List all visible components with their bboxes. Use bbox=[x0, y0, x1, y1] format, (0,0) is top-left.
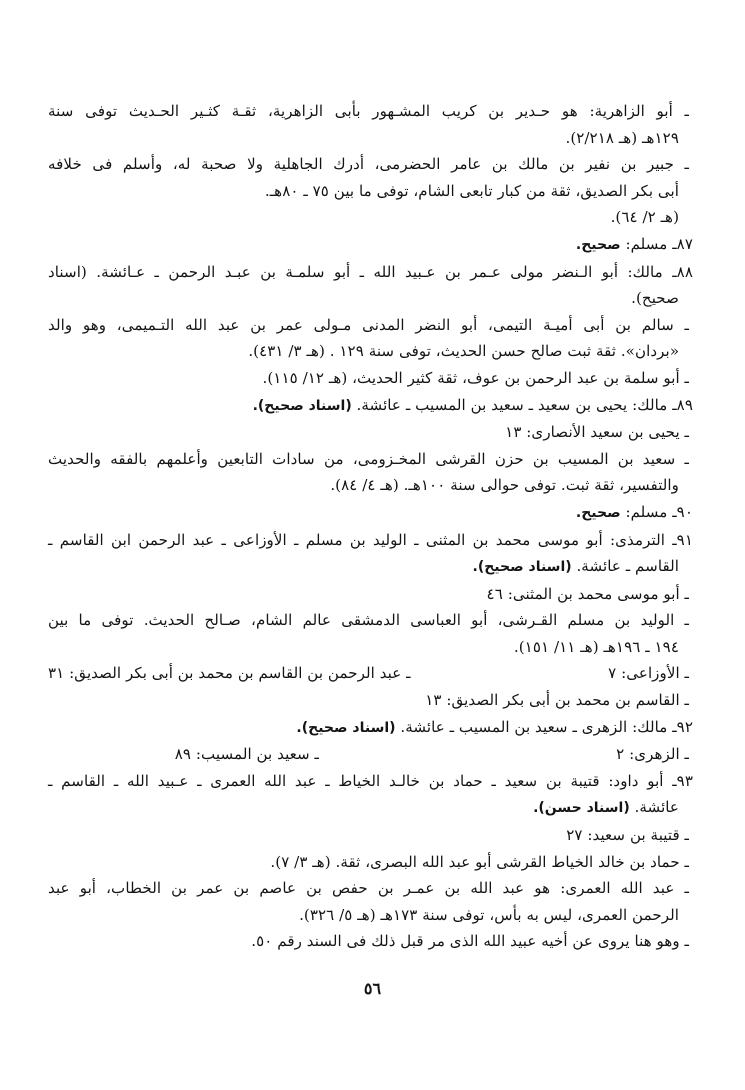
grade-label: (اسناد صحيح). bbox=[296, 719, 396, 736]
hadith-91-cont bbox=[48, 553, 693, 581]
grade-label: (اسناد صحيح). bbox=[252, 397, 352, 414]
narrator-entry: ـ عبد الله العمرى: هو عبد الله بن عمـر بن حفص بن عاصم بن عمر بن الخطاب، أبو عبد bbox=[48, 879, 689, 898]
hadith-90 bbox=[48, 499, 693, 527]
narrator-entry: ـ القاسم بن محمد بن أبى بكر الصديق: ١٣ bbox=[425, 691, 689, 710]
hadith-87-source: ٨٧ـ مسلم: bbox=[620, 234, 693, 253]
narrator-entry: ـ يحيى بن سعيد الأنصارى: ١٣ bbox=[505, 423, 689, 442]
narrator-entry: ـ جبير بن نفير بن مالك بن عامر الحضرمى، أدرك الجاهلية ولا صحبة له، وأسلم فى خلافه bbox=[48, 155, 689, 174]
hadith-91: ٩١ـ الترمذى: أبو موسى محمد بن المثنى ـ الوليد بن مسلم ـ الأوزاعى ـ عبد الرحمن ابن القاسم ـ bbox=[48, 530, 693, 549]
narrator-entry-cont: أبى بكر الصديق، ثقة من كبار تابعى الشام، توفى ما بين ٧٥ ـ ٨٠هـ. bbox=[264, 181, 679, 200]
hadith-91-chain-end: القاسم ـ عائشة. bbox=[571, 557, 679, 576]
grade-label: (اسناد صحيح). bbox=[472, 559, 572, 576]
hadith-90-source: ٩٠ـ مسلم: bbox=[620, 502, 693, 521]
hadith-89 bbox=[48, 392, 693, 420]
narrator-entry: ـ قتيبة بن سعيد: ٢٧ bbox=[566, 826, 689, 845]
narrator-entry: ـ الأوزاعى: ٧ bbox=[608, 664, 689, 683]
narrator-entry: ـ حماد بن خالد الخياط القرشى أبو عبد الله البصرى، ثقة. (هـ ٣/ ٧). bbox=[270, 852, 689, 871]
narrator-entry: ـ سعيد بن المسيب: ٨٩ bbox=[174, 745, 319, 764]
hadith-92-chain: ٩٢ـ مالك: الزهرى ـ سعيد بن المسيب ـ عائشة. bbox=[395, 717, 693, 736]
hadith-87 bbox=[48, 231, 693, 259]
grade-label: صحيح. bbox=[575, 504, 621, 521]
hadith-92 bbox=[48, 714, 693, 742]
hadith-93: ٩٣ـ أبو داود: قتيبة بن سعيد ـ حماد بن خالـد الخياط ـ عبد الله العمرى ـ عـبيد الله ـ القاسم ـ bbox=[48, 771, 693, 790]
narrator-entry: ـ سالم بن أبى أميـة التيمى، أبو النضر المدنى مـولى عمر بن عبد الله التـميمى، وهو والد bbox=[48, 315, 689, 334]
narrator-entry: ـ الوليد بن مسلم القـرشى، أبو العباسى الدمشقى عالم الشام، صـالح الحديث. توفى ما بين bbox=[48, 611, 689, 630]
narrator-pair bbox=[48, 741, 693, 768]
narrator-entry-cont: ١٢٩هـ (هـ ٢/٢١٨). bbox=[565, 128, 679, 147]
hadith-93-chain-end: عائشة. bbox=[629, 798, 679, 817]
narrator-entry-cont: «بردان». ثقة ثبت صالح حسن الحديث، توفى سنة ١٢٩ . (هـ ٣/ ٤٣١). bbox=[248, 342, 679, 361]
hadith-89-chain: ٨٩ـ مالك: يحيى بن سعيد ـ سعيد بن المسيب ـ عائشة. bbox=[351, 395, 693, 414]
grade-label: (اسناد حسن). bbox=[533, 800, 630, 817]
narrator-entry: ـ أبو الزاهرية: هو حـدير بن كريب المشـهور بأبى الزاهرية، ثقـة كثـير الحـديث توفى سنة bbox=[48, 102, 689, 120]
narrator-entry: ـ عبد الرحمن بن القاسم بن محمد بن أبى بكر الصديق: ٣١ bbox=[48, 664, 411, 683]
narrator-entry-cont: ١٩٤ ـ ١٩٦هـ (هـ ١١/ ١٥١). bbox=[513, 637, 679, 656]
narrator-entry-cont: (هـ ٢/ ٦٤). bbox=[610, 208, 679, 227]
narrator-entry-cont: الرحمن العمرى، ليس به بأس، توفى سنة ١٧٣هـ (هـ ٥/ ٣٢٦). bbox=[299, 905, 679, 924]
hadith-88: ٨٨ـ مالك: أبو الـنضر مولى عـمر بن عـبيد الله ـ أبو سلمـة بن عبـد الرحمن ـ عـائشة. (اسناد bbox=[48, 262, 693, 281]
narrator-pair bbox=[48, 660, 693, 687]
narrator-entry: ـ أبو موسى محمد بن المثنى: ٤٦ bbox=[486, 584, 689, 603]
narrator-entry-cont: والتفسير، ثقة ثبت. توفى حوالى سنة ١٠٠هـ. (هـ ٤/ ٨٤). bbox=[330, 476, 679, 495]
narrator-entry: ـ سعيد بن المسيب بن حزن القرشى المخـزومى، من سادات التابعين وأعلمهم بالفقه والحديث bbox=[48, 449, 689, 468]
page-number: ٥٦ bbox=[363, 979, 382, 998]
narrator-note: ـ وهو هنا يروى عن أخيه عبيد الله الذى مر قبل ذلك فى السند رقم ٥٠. bbox=[251, 932, 689, 951]
narrator-entry: ـ الزهرى: ٢ bbox=[616, 745, 689, 764]
grade-label: صحيح. bbox=[575, 236, 621, 253]
narrator-entry: ـ أبو سلمة بن عبد الرحمن بن عوف، ثقة كثير الحديث، (هـ ١٢/ ١١٥). bbox=[262, 368, 689, 387]
hadith-88-cont: صحيح). bbox=[631, 289, 679, 308]
hadith-93-cont bbox=[48, 794, 693, 822]
